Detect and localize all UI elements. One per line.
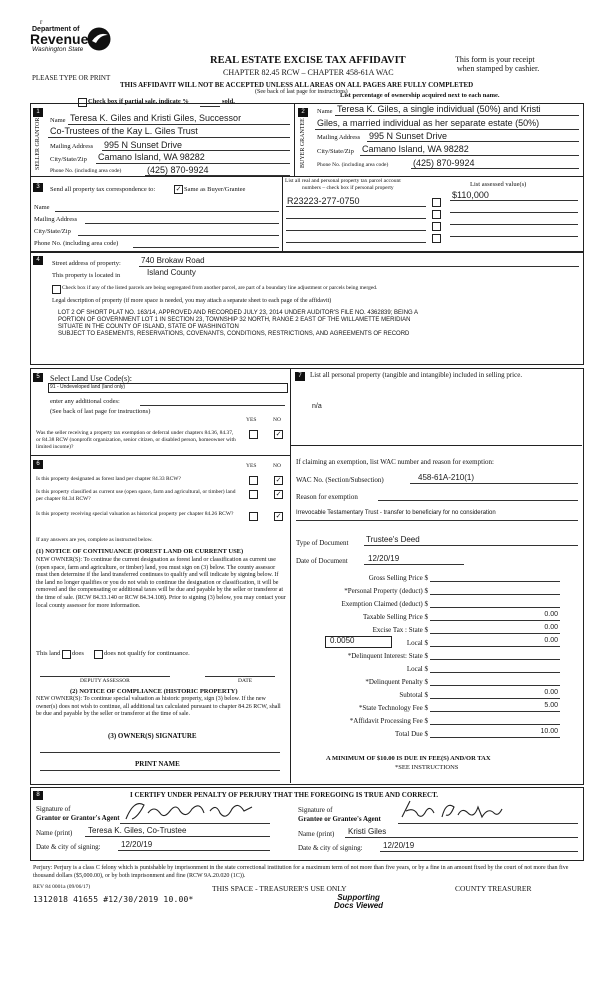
tech-fee-value[interactable]: 5.00: [544, 702, 558, 709]
form-title: REAL ESTATE EXCISE TAX AFFIDAVIT: [210, 55, 406, 66]
taxable-value[interactable]: 0.00: [544, 611, 558, 618]
forest-q3-no[interactable]: ✓: [275, 512, 282, 520]
county[interactable]: Island County: [147, 268, 196, 277]
legal-line3[interactable]: SITUATE IN THE COUNTY OF ISLAND, STATE OF WASHINGTON: [58, 324, 239, 330]
grantee-date[interactable]: 12/20/19: [383, 841, 415, 850]
parcel-number-1[interactable]: R23223-277-0750: [287, 196, 360, 206]
dor-swoosh-icon: [86, 26, 112, 52]
receipt-line1: This form is your receipt: [455, 55, 535, 64]
segregated-label: Check box if any of the listed parcels are being segregated from another parcel, are part of a boundary line adjustment or parcels being merged.: [62, 285, 378, 291]
segregated-checkbox[interactable]: [52, 285, 61, 294]
grantee-signature[interactable]: [398, 797, 508, 823]
parcel-2-personal-checkbox[interactable]: [432, 210, 441, 219]
notice1-title: (1) NOTICE OF CONTINUANCE (FOREST LAND OR CURRENT USE): [36, 548, 244, 555]
grantor-date[interactable]: 12/20/19: [121, 840, 153, 849]
seller-name-label: Name: [50, 117, 66, 124]
partial-sale-label: Check box if partial sale, indicate %: [88, 98, 189, 105]
parcels-header1: List all real and personal property tax parcel account: [285, 178, 401, 184]
same-as-buyer-label: Same as Buyer/Grantee: [184, 186, 246, 193]
street-address[interactable]: 740 Brokaw Road: [141, 256, 205, 265]
legal-label: Legal description of property (if more space is needed, you may attach a separate sheet to each page of the affidavit): [52, 298, 332, 304]
seller-mailing-label: Mailing Address: [50, 143, 94, 150]
local-label: Local $: [406, 639, 428, 647]
subtotal-label: Subtotal $: [399, 691, 428, 699]
forest-no: NO: [273, 463, 281, 469]
forest-q1-no[interactable]: ✓: [275, 476, 282, 484]
claim-exemption-label: If claiming an exemption, list WAC number and reason for exemption:: [296, 458, 494, 466]
grantee-name[interactable]: Kristi Giles: [348, 827, 387, 836]
interest-local-label: Local $: [406, 665, 428, 673]
section-4-badge: 4: [33, 256, 43, 265]
personal-deduct-label: *Personal Property (deduct) $: [344, 587, 428, 595]
notice2-title: (2) NOTICE OF COMPLIANCE (HISTORIC PROPERTY): [70, 688, 238, 695]
does-checkbox[interactable]: [62, 650, 71, 659]
logo-revenue: Revenue: [30, 31, 89, 47]
does-not-checkbox[interactable]: [94, 650, 103, 659]
grantee-sig-label2: Grantee or Grantee's Agent: [298, 815, 381, 823]
total-due-value[interactable]: 10.00: [540, 728, 558, 735]
forest-q1: Is this property designated as forest land per chapter 84.33 RCW?: [36, 476, 181, 482]
grantor-sig-label1: Signature of: [36, 805, 71, 813]
grantee-name-label: Name (print): [298, 830, 335, 838]
grantor-sig-label2: Grantor or Grantor's Agent: [36, 814, 120, 822]
doc-date[interactable]: 12/20/19: [368, 554, 400, 563]
forest-q2: Is this property classified as current use (open space, farm and agricultural, or timber) land per chapter 84.34 RCW?: [36, 489, 236, 502]
form-chapter: CHAPTER 82.45 RCW – CHAPTER 458-61A WAC: [223, 68, 394, 77]
buyer-phone[interactable]: (425) 870-9924: [413, 158, 475, 168]
located-label: This property is located in: [52, 272, 121, 279]
land-use-see-back: (See back of last page for instructions): [50, 408, 151, 415]
logo-dept: Department of: [32, 26, 80, 33]
forest-q2-yes[interactable]: [249, 490, 258, 499]
parcel-3-personal-checkbox[interactable]: [432, 222, 441, 231]
section-3-badge: 3: [33, 183, 43, 192]
docs-line2: Docs Viewed: [334, 901, 384, 910]
parcels-header2: numbers – check box if personal property: [302, 185, 394, 191]
buyer-name-line1[interactable]: Teresa K. Giles, a single individual (50%) and Kristi: [337, 104, 541, 114]
exemption-yes-checkbox[interactable]: [249, 430, 258, 439]
buyer-name-label: Name: [317, 108, 333, 115]
seller-mailing[interactable]: 995 N Sunset Drive: [104, 140, 183, 150]
legal-line2[interactable]: PORTION OF GOVERNMENT LOT 1 IN SECTION 23, TOWNSHIP 32 NORTH, RANGE 2 EAST OF THE WILLAMETTE MERIDIAN: [58, 317, 411, 323]
buyer-phone-label: Phone No. (including area code): [317, 162, 389, 168]
subtotal-value[interactable]: 0.00: [544, 689, 558, 696]
section-5-badge: 5: [33, 373, 43, 382]
owner-signature-label: (3) OWNER(S) SIGNATURE: [108, 732, 197, 740]
tech-fee-label: *State Technology Fee $: [358, 704, 428, 712]
exemption-no-checkbox[interactable]: ✓: [275, 430, 282, 438]
corr-city-label: City/State/Zip: [34, 228, 71, 235]
print-name-label: PRINT NAME: [135, 760, 180, 768]
notice2-body: NEW OWNER(S): To continue special valuation as historic property, sign (3) below. If the new owner(s) does not wish to continue, all additional tax calculated pursuant to chapter 84.26 RCW, shall be due and payable by the seller or transferor at the time of sale.: [36, 696, 281, 718]
notice1-body: NEW OWNER(S): To continue the current designation as forest land or classification as current use (open space, farm and agriculture, or timber) land, you must sign on (3) below. The county assessor must then determine if the land transferred continues to qualify and will indicate by signing below. If the land no longer qualifies or you do not wish to continue the designation or classification, it will be removed and the compensating or additional taxes will be due and payable by the seller or transferor at the time of sale. (RCW 84.33.140 or RCW 84.34.108). Prior to signing (3) below, you may contact your local county assessor for more information.: [36, 557, 286, 609]
doc-date-label: Date of Document: [296, 557, 348, 565]
personal-property-value[interactable]: n/a: [312, 403, 322, 410]
assessed-value-1[interactable]: $110,000: [452, 190, 489, 200]
warning-text: THIS AFFIDAVIT WILL NOT BE ACCEPTED UNLESS ALL AREAS ON ALL PAGES ARE FULLY COMPLETED: [120, 81, 474, 89]
land-use-selected: 91 - Undeveloped land (land only): [50, 384, 126, 390]
total-due-label: Total Due $: [395, 730, 428, 738]
gross-label: Gross Selling Price $: [368, 574, 428, 582]
seller-city-label: City/State/Zip: [50, 156, 87, 163]
affidavit-fee-label: *Affidavit Processing Fee $: [349, 717, 428, 725]
receipt-stamp: 1312018 41655 #12/30/2019 10.00*: [33, 895, 194, 904]
buyer-city-label: City/State/Zip: [317, 148, 354, 155]
excise-label: Excise Tax : State $: [372, 626, 428, 634]
forest-q3: Is this property receiving special valuation as historical property per chapter 84.26 RCW?: [36, 511, 234, 517]
grantor-signature[interactable]: [120, 797, 260, 825]
deputy-assessor-label: DEPUTY ASSESSOR: [80, 678, 130, 684]
wac-label: WAC No. (Section/Subsection): [296, 476, 384, 484]
property-frame: [30, 251, 584, 365]
seller-name-line1[interactable]: Teresa K. Giles and Kristi Giles, Successor: [70, 113, 242, 123]
land-use-yes: YES: [246, 417, 257, 423]
type-print: PLEASE TYPE OR PRINT: [32, 74, 111, 82]
buyer-mailing-label: Mailing Address: [317, 134, 361, 141]
logo-state: Washington State: [32, 46, 84, 53]
corner-mark: r: [40, 18, 43, 26]
assessed-header: List assessed value(s): [470, 181, 527, 188]
buyer-city[interactable]: Camano Island, WA 98282: [362, 144, 469, 154]
certify-title: I CERTIFY UNDER PENALTY OF PERJURY THAT THE FOREGOING IS TRUE AND CORRECT.: [130, 791, 439, 799]
land-use-no: NO: [273, 417, 281, 423]
this-land-label: This land: [36, 650, 61, 657]
forest-q2-no[interactable]: ✓: [275, 490, 282, 498]
grantee-sig-label1: Signature of: [298, 806, 333, 814]
seller-phone[interactable]: (425) 870-9924: [147, 165, 209, 175]
see-back: (See back of last page for instructions): [255, 89, 348, 95]
see-instructions: *SEE INSTRUCTIONS: [395, 764, 459, 771]
does-label: does: [72, 650, 84, 657]
seller-side-label: SELLER GRANTOR: [35, 117, 41, 170]
forest-q1-yes[interactable]: [249, 476, 258, 485]
deputy-date-label: DATE: [238, 678, 253, 684]
local-value[interactable]: 0.00: [544, 637, 558, 644]
street-label: Street address of property:: [52, 260, 121, 267]
corr-mailing-label: Mailing Address: [34, 216, 78, 223]
personal-property-label: List all personal property (tangible and intangible) included in selling price.: [310, 371, 523, 379]
land-use-label: Select Land Use Code(s):: [50, 374, 132, 383]
legal-line4[interactable]: SUBJECT TO EASEMENTS, RESERVATIONS, COVENANTS, CONDITIONS, RESTRICTIONS, AND AGREEMENTS OF RECORD: [58, 331, 410, 337]
legal-line1[interactable]: LOT 2 OF SHORT PLAT NO. 163/14, APPROVED AND RECORDED JULY 23, 2014 UNDER AUDITOR'S FILE NO. 4362839; BEING A: [58, 310, 419, 316]
grantor-name-label: Name (print): [36, 829, 73, 837]
doc-type-label: Type of Document: [296, 539, 349, 547]
seller-phone-label: Phone No. (including area code): [50, 168, 122, 174]
rev-number: REV 84 0001a (09/06/17): [33, 884, 91, 890]
section-2-badge: 2: [298, 108, 308, 117]
parcel-4-personal-checkbox[interactable]: [432, 234, 441, 243]
wac-number[interactable]: 458-61A-210(1): [418, 473, 475, 482]
sold-label: sold.: [222, 98, 235, 105]
grantor-name[interactable]: Teresa K. Giles, Co-Trustee: [88, 826, 187, 835]
parcel-1-personal-checkbox[interactable]: [432, 198, 441, 207]
grantor-date-label: Date & city of signing:: [36, 843, 101, 851]
penalty-label: *Delinquent Penalty $: [365, 678, 428, 686]
seller-city[interactable]: Camano Island, WA 98282: [98, 152, 205, 162]
section-6-badge: 6: [33, 460, 43, 469]
buyer-mailing[interactable]: 995 N Sunset Drive: [369, 131, 448, 141]
same-as-buyer-checkbox[interactable]: ✓: [175, 185, 182, 193]
section-7-badge: 7: [295, 372, 305, 381]
seller-name-line2[interactable]: Co-Trustees of the Kay L. Giles Trust: [50, 126, 198, 136]
section-1-badge: 1: [33, 108, 43, 117]
does-not-label: does not qualify for continuance.: [104, 650, 190, 657]
county-treasurer: COUNTY TREASURER: [455, 884, 532, 893]
additional-codes-label: enter any additional codes:: [50, 398, 120, 405]
buyer-name-line2[interactable]: Giles, a married individual as her separate estate (50%): [317, 118, 540, 128]
excise-value[interactable]: 0.00: [544, 624, 558, 631]
if-yes-text: If any answers are yes, complete as instructed below.: [36, 537, 153, 543]
section-8-badge: 8: [33, 791, 43, 800]
interest-label: *Delinquent Interest: State $: [347, 652, 428, 660]
forest-yes: YES: [246, 463, 257, 469]
docs-line1: Supporting: [337, 893, 380, 902]
taxable-label: Taxable Selling Price $: [362, 613, 428, 621]
supporting-docs-stamp: [334, 894, 383, 910]
doc-type[interactable]: Trustee's Deed: [366, 535, 420, 544]
reason-label: Reason for exemption: [296, 493, 358, 501]
list-percentage: List percentage of ownership acquired next to each name.: [340, 92, 500, 99]
correspondence-label: Send all property tax correspondence to:: [50, 186, 156, 193]
perjury-note: Perjury: Perjury is a class C felony which is punishable by imprisonment in the state correctional institution for a maximum term of not more than five years, or by a fine in an amount fixed by the court of not more than five thousand dollars ($5,000.00), or by both imprisonment and fine (RCW 9A.20.020 (1C)).: [33, 865, 569, 879]
corr-name-label: Name: [34, 204, 50, 211]
exemption-reason[interactable]: Irrevocable Testamentary Trust - transfer to beneficiary for no consideration: [296, 510, 496, 516]
corr-phone-label: Phone No. (including area code): [34, 240, 119, 247]
exemption-deduct-label: Exemption Claimed (deduct) $: [341, 600, 428, 608]
buyer-side-label: BUYER GRANTEE: [300, 118, 306, 168]
exemption-question: Was the seller receiving a property tax exemption or deferral under chapters 84.36, 84.37, or 84.38 RCW (nonprofit organization, senior citizen, or disabled person, homeowner with limited income)?: [36, 430, 236, 450]
forest-q3-yes[interactable]: [249, 512, 258, 521]
minimum-note: A MINIMUM OF $10.00 IS DUE IN FEE(S) AND/OR TAX: [326, 755, 491, 762]
grantee-date-label: Date & city of signing:: [298, 844, 363, 852]
treasurer-space: THIS SPACE - TREASURER'S USE ONLY: [212, 884, 347, 893]
dor-logo: [30, 26, 88, 53]
receipt-line2: when stamped by cashier.: [457, 64, 540, 73]
local-rate: 0.0050: [330, 636, 355, 645]
